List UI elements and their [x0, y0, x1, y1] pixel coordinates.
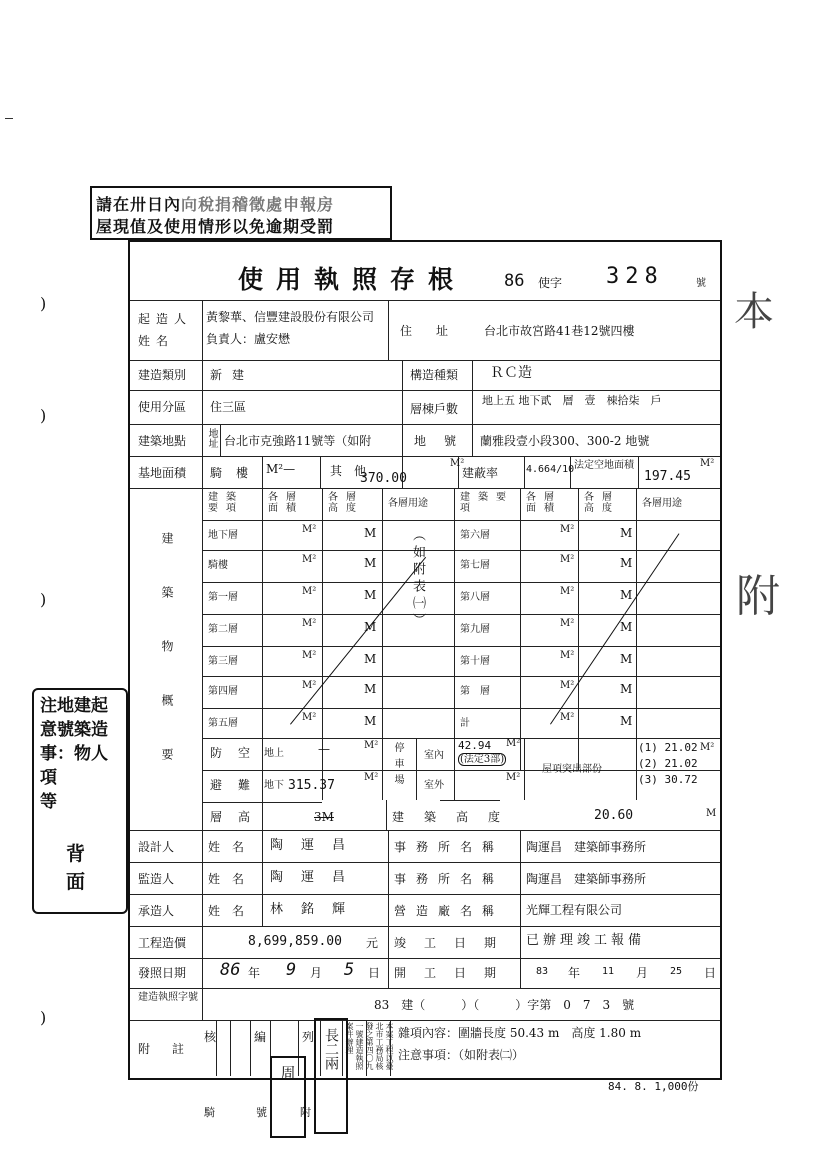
height-unit: M: [620, 556, 633, 570]
floor-label-left: 地下層: [208, 530, 238, 541]
address-label: 住址: [400, 324, 473, 338]
col-head: 各層面積: [526, 492, 562, 514]
zone-value: 住三區: [210, 400, 247, 414]
applicant-label: 起造人姓名: [138, 312, 193, 348]
cert-prefix: 使字: [538, 276, 563, 290]
floors-value: 地上五 地下貳 層 壹 棟拾柒 戶: [482, 394, 662, 407]
stamp-cell: 編: [254, 1030, 267, 1044]
bheight-value: 20.60: [594, 808, 634, 823]
company-label: 營造廠名稱: [394, 904, 505, 918]
name-label: 姓名: [208, 872, 257, 886]
height-unit: M: [620, 652, 633, 666]
shelter-up-label: 地上: [264, 748, 284, 759]
notice-stamp: [32, 688, 128, 914]
floor-label-left: 第四層: [208, 686, 238, 697]
col-head: 建築要項: [208, 492, 244, 514]
office-label: 事務所名稱: [394, 872, 505, 886]
approval-stamp: [270, 1056, 306, 1138]
cert-suffix: 號: [696, 278, 706, 289]
notice-back1: 背: [66, 843, 86, 865]
note-line2: 注意事項：（如附表㈡）: [398, 1048, 525, 1062]
height-unit: M: [364, 556, 377, 570]
completion-value: 已辦理竣工報備: [526, 933, 646, 948]
floor-label-left: 第五層: [208, 718, 238, 729]
edge-mark: 本: [734, 289, 774, 335]
floor-label-right: 第七層: [460, 560, 490, 571]
height-value: 3M: [314, 810, 334, 824]
area-unit: M²: [560, 618, 575, 629]
name-label: 姓名: [208, 904, 257, 918]
completion-label: 竣工日期: [394, 936, 515, 950]
height-unit: M: [364, 682, 377, 696]
stamp-cell-bottom: 號: [256, 1106, 267, 1119]
other-unit: M²: [450, 458, 465, 469]
reminder-stamp: [90, 186, 392, 240]
cover-label: 建蔽率: [462, 466, 499, 480]
height-unit: M: [364, 620, 377, 634]
col-head: 各層高度: [584, 492, 620, 514]
permit-value: 83 建（ ）（ ）字第 0 7 3 號: [374, 998, 635, 1012]
notice-line1: 注地建起: [40, 696, 108, 716]
notice-line4: 項: [40, 768, 108, 788]
designer-office: 陶運昌 建築師事務所: [526, 840, 647, 854]
roof-value-3: (3) 30.72: [638, 773, 698, 786]
area-unit: M²: [302, 586, 317, 597]
floor-label-left: 第一層: [208, 592, 238, 603]
name-label: 姓名: [208, 840, 257, 854]
legal-unit: M²: [700, 458, 715, 469]
height-unit: M: [364, 588, 377, 602]
margin-mark: ): [40, 406, 47, 425]
address-value: 台北市故宮路41巷12號四樓: [484, 324, 635, 338]
area-unit: M²: [302, 618, 317, 629]
shelter-label-a: 防空: [210, 746, 267, 760]
other-label: 其他: [330, 464, 379, 478]
permit-form: [128, 240, 722, 1080]
cost-unit: 元: [366, 936, 379, 950]
roof-unit: M²: [700, 742, 715, 753]
area-unit: M²: [302, 650, 317, 661]
ymd-month: 月: [310, 966, 323, 980]
approval-stamp: [314, 1018, 348, 1134]
roof-value-2: (2) 21.02: [638, 757, 698, 770]
base-area-label: 基地面積: [138, 466, 187, 480]
height-unit: M: [620, 620, 633, 634]
issue-year: 86: [220, 960, 241, 980]
area-unit: M²: [560, 554, 575, 565]
build-type-label: 建造類別: [138, 368, 187, 382]
floors-label: 層棟戶數: [410, 402, 459, 416]
applicant-value: 黃黎華、信豐建設股份有限公司 負責人：盧安懋: [206, 310, 387, 346]
parking-in-unit: M²: [506, 738, 521, 749]
supervisor-office: 陶運昌 建築師事務所: [526, 872, 647, 886]
overview-label: 建築物概要: [160, 532, 174, 802]
col-head: 各層高度: [328, 492, 364, 514]
area-unit: M²: [560, 650, 575, 661]
shelter-label-b: 避難: [210, 778, 267, 792]
height-unit: M: [620, 526, 633, 540]
margin-mark: [5, 118, 13, 119]
start-month: 11: [602, 966, 615, 977]
bheight-label: 建築高度: [392, 810, 521, 824]
col-head: 各層用途: [642, 498, 682, 509]
reminder-line2: 屋現值及使用情形以免逾期受罰: [96, 217, 335, 236]
col-head: 建築要項: [460, 492, 514, 514]
floor-label-left: 第二層: [208, 624, 238, 635]
notice-line5: 等: [40, 792, 108, 812]
cert-number: 328: [606, 264, 664, 289]
issue-label: 發照日期: [138, 966, 187, 980]
height-unit: M: [620, 714, 633, 728]
shelter-up-value: —: [318, 742, 330, 756]
ymd-year: 年: [248, 966, 261, 980]
build-type-value: 新建: [210, 368, 255, 382]
ymd-month: 月: [636, 966, 649, 980]
start-label: 開工日期: [394, 966, 515, 980]
ymd-day: 日: [368, 966, 381, 980]
area-unit: M²: [302, 680, 317, 691]
approval-stamp-text: 周: [280, 1064, 296, 1082]
height-unit: M: [364, 714, 377, 728]
zone-label: 使用分區: [138, 400, 187, 414]
start-year: 83: [536, 966, 549, 977]
shelter-down-unit: M²: [364, 772, 379, 783]
note-line1: 雜項內容：圍牆長度 50.43 m 高度 1.80 m: [398, 1026, 642, 1040]
stamp-cell-bottom: 附: [300, 1106, 311, 1119]
structure-value: ＲＣ造: [490, 365, 532, 381]
shelter-down-value: 315.37: [288, 778, 335, 793]
margin-mark: ): [40, 590, 47, 609]
start-day: 25: [670, 966, 683, 977]
reminder-line1b: 向稅捐稽徵處申報房: [181, 195, 335, 214]
site-sub: 地址: [206, 428, 217, 448]
site-value: 台北市克強路11號等（如附: [224, 434, 372, 448]
issue-month: 9: [286, 960, 297, 980]
col-head: 各層用途: [388, 498, 428, 509]
notice-line3: 事：物人: [40, 744, 108, 764]
parking-legal: (法定3部): [460, 754, 505, 765]
stamp-cell: 核: [204, 1030, 217, 1044]
parking-out-unit: M²: [506, 772, 521, 783]
floor-label-right: 第八層: [460, 592, 490, 603]
height-unit: M: [364, 652, 377, 666]
legal-label: 法定空地面積: [574, 460, 634, 471]
floor-label-right: 第 層: [460, 686, 490, 697]
cover-value: 4.664/10: [526, 464, 575, 475]
arcade-value: M²—: [266, 462, 296, 476]
structure-label: 構造種類: [410, 368, 459, 382]
col-head: 各層面積: [268, 492, 304, 514]
office-label: 事務所名稱: [394, 840, 505, 854]
parking-label: 停車場: [392, 742, 403, 790]
other-value: 370.00: [360, 471, 407, 486]
bheight-unit: M: [706, 808, 717, 819]
cost-value: 8,699,859.00: [248, 934, 342, 949]
edge-mark: 附: [736, 571, 780, 622]
use-note: ︵如附表㈠︶: [410, 528, 425, 630]
parking-in-value: 42.94: [458, 739, 492, 752]
area-unit: M²: [560, 712, 575, 723]
roof-value-1: (1) 21.02: [638, 741, 698, 754]
supervisor-label: 監造人: [138, 872, 175, 886]
approval-stamp-text: 長二兩: [323, 1028, 339, 1070]
cost-label: 工程造價: [138, 936, 187, 950]
ymd-year: 年: [568, 966, 581, 980]
floor-label-right: 第六層: [460, 530, 490, 541]
shelter-up-unit: M²: [364, 740, 379, 751]
site-label: 建築地點: [138, 434, 187, 448]
roof-label: 屋項突出部份: [542, 764, 602, 775]
legal-value: 197.45: [644, 469, 691, 484]
margin-mark: ): [40, 294, 47, 313]
floor-label-left: 騎樓: [208, 560, 228, 571]
ymd-day: 日: [704, 966, 717, 980]
contractor-label: 承造人: [138, 904, 175, 918]
notice-back2: 面: [66, 871, 86, 893]
height-unit: M: [620, 682, 633, 696]
floor-label-right: 計: [460, 718, 470, 729]
form-footer: 84. 8. 1,000份: [608, 1080, 699, 1093]
arcade-label: 騎樓: [210, 466, 263, 480]
margin-mark: ): [40, 1008, 47, 1027]
lot-value: 蘭雅段壹小段300、300-2 地號: [480, 434, 650, 448]
parking-out-label: 室外: [424, 780, 444, 791]
contractor-name: 林銘輝: [270, 902, 364, 917]
permit-label: 建造執照字號: [138, 992, 198, 1003]
height-unit: M: [620, 588, 633, 602]
area-unit: M²: [560, 586, 575, 597]
stamp-cell: 列: [302, 1030, 315, 1044]
stamp-cell-bottom: 騎: [204, 1106, 215, 1119]
designer-name: 陶運昌: [270, 838, 364, 853]
area-unit: M²: [560, 680, 575, 691]
area-unit: M²: [302, 554, 317, 565]
form-title: 使用執照存根: [238, 265, 467, 294]
area-unit: M²: [302, 712, 317, 723]
floor-label-right: 第九層: [460, 624, 490, 635]
lot-label: 地號: [414, 434, 475, 448]
reminder-line1: 請在卅日內: [96, 195, 182, 214]
supervisor-name: 陶運昌: [270, 870, 364, 885]
floor-label-right: 第十層: [460, 656, 490, 667]
notice-line2: 意號築造: [40, 720, 108, 740]
contractor-company: 光輝工程有限公司: [526, 903, 623, 917]
shelter-down-label: 地下: [264, 780, 284, 791]
area-unit: M²: [560, 524, 575, 535]
area-unit: M²: [302, 524, 317, 535]
parking-in-label: 室內: [424, 750, 444, 761]
stamp-note: 本案工程以臺北市工務局核發之第四〇九一號建造執照案件辦理: [345, 1022, 394, 1070]
designer-label: 設計人: [138, 840, 175, 854]
note-label: 附註: [138, 1042, 207, 1056]
height-label: 層高: [210, 810, 267, 824]
floor-label-left: 第三層: [208, 656, 238, 667]
form-year: 86: [504, 271, 525, 291]
issue-day: 5: [344, 960, 355, 980]
height-unit: M: [364, 526, 377, 540]
